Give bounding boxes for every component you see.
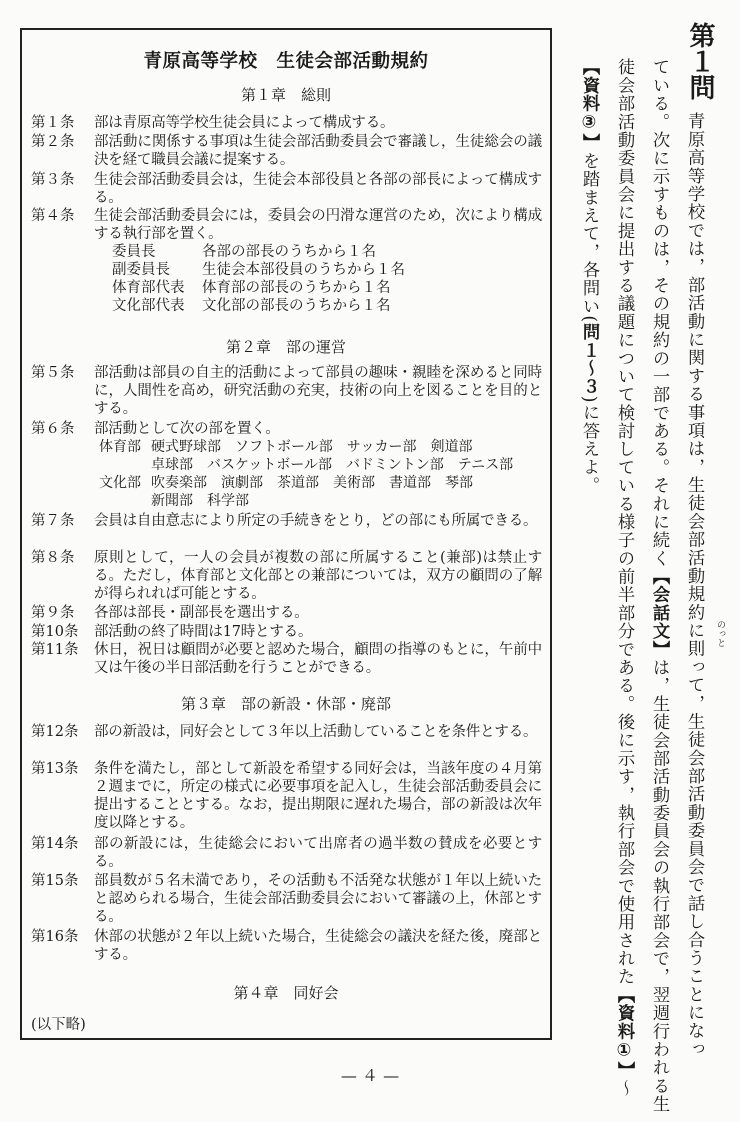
article-number: 第11条 (31, 642, 79, 658)
article-15 (31, 872, 542, 926)
question-line-2 (644, 58, 674, 1114)
text-fragment: 徒会部活動委員会に提出する議題について検討している様子の前半部分である。後に示す，執行部会で使用された (614, 58, 634, 986)
article-12 (31, 723, 542, 741)
roster-row (112, 261, 542, 279)
text-fragment: ている。次に示すものは，その規約の一部である。それに続く (649, 58, 669, 568)
question-range: 問１～３ (579, 323, 599, 396)
article-8 (31, 549, 542, 603)
article-text: 会員は自由意志により所定の手続きをとり，どの部にも所属できる。 (94, 513, 538, 529)
article-7 (31, 512, 542, 530)
roster-row (112, 297, 542, 315)
article-text: 部員数が５名未満であり，その活動も不活発な状態が１年以上続いたと認められる場合，生徒会部活動委員会において審議の上，休部とする。 (94, 873, 542, 925)
article-10 (31, 623, 542, 641)
chapter-2-heading: 第２章 部の運営 (225, 338, 346, 356)
chapter-4-heading: 第４章 同好会 (233, 984, 339, 1002)
executive-roster (94, 243, 542, 315)
article-text: 部の新設には，生徒総会において出席者の過半数の賛成を必要とする。 (94, 836, 542, 870)
roster-value: 体育部の部長のうちから１名 (202, 280, 391, 296)
article-number: 第12条 (31, 724, 79, 740)
article-text: 部の新設は，同好会として３年以上活動していることを条件とする。 (94, 724, 538, 740)
article-text: 条件を満たし，部として新設を希望する同好会は，当該年度の４月第２週までに，所定の様式に必要事項を記入し，生徒会部活動委員会に提出することとする。なお，提出期限に遅れた場合，部の新設は次年度以降とする。 (94, 761, 542, 831)
article-text: 休日，祝日は顧問が必要と認めた場合，顧問の指導のもとに，午前中又は午後の半日部活動を行うことができる。 (94, 642, 542, 676)
club-names: 卓球部 バスケットボール部 バドミントン部 テニス部 (151, 457, 514, 473)
roster-role: 副委員長 (112, 262, 170, 278)
question-heading: 第１問 (685, 22, 715, 100)
club-row-culture (99, 474, 542, 492)
ruby-reading: のっと (715, 620, 725, 647)
article-number: 第３条 (31, 172, 75, 188)
article-text: 生徒会部活動委員会には，委員会の円滑な運営のため，次により構成する執行部を置く。 (94, 208, 542, 242)
article-number: 第２条 (31, 134, 75, 150)
article-5 (31, 364, 542, 418)
article-number: 第16条 (31, 929, 79, 945)
club-names: 新聞部 科学部 (151, 493, 249, 509)
omitted-note: (以下略) (31, 1017, 86, 1033)
article-number: 第１条 (31, 115, 75, 131)
article-text: 部活動の終了時間は17時とする。 (94, 624, 313, 640)
article-4 (31, 207, 542, 315)
article-16 (31, 928, 542, 964)
text-fragment: ～ (614, 1079, 634, 1098)
article-number: 第６条 (31, 421, 75, 437)
article-text: 部は青原高等学校生徒会員によって構成する。 (94, 115, 395, 131)
roster-row (112, 243, 542, 261)
article-number: 第５条 (31, 365, 75, 381)
article-1 (31, 114, 542, 132)
article-3 (31, 171, 542, 207)
article-2 (31, 133, 542, 169)
article-text: 部活動として次の部を置く。 (94, 421, 280, 437)
article-number: 第７条 (31, 513, 75, 529)
text-fragment: は，生徒会部活動委員会の執行部会で，翌週行われる生 (649, 658, 669, 1114)
article-13 (31, 760, 542, 832)
page-number: — ４ — (340, 1066, 400, 1085)
club-category: 体育部 (99, 439, 141, 455)
article-11 (31, 641, 542, 677)
article-text: 生徒会部活動委員会は，生徒会本部役員と各部の部長によって構成する。 (94, 172, 542, 206)
article-number: 第４条 (31, 208, 75, 224)
club-row-sports-cont (99, 456, 542, 474)
article-9 (31, 604, 542, 622)
question-line-1: 青原高等学校では，部活動に関する事項は，生徒会部活動規約に則って，生徒会部活動委員会で話し合うことになっ (684, 112, 704, 1058)
article-number: 第８条 (31, 550, 75, 566)
chapter-3-heading: 第３章 部の新設・休部・廃部 (180, 695, 391, 713)
roster-value: 文化部の部長のうちから１名 (202, 298, 391, 314)
text-fragment: )に答えよ。 (579, 395, 599, 495)
article-number: 第10条 (31, 624, 79, 640)
article-number: 第13条 (31, 761, 79, 777)
club-category: 文化部 (99, 475, 141, 491)
club-names: 硬式野球部 ソフトボール部 サッカー部 剣道部 (151, 439, 473, 455)
club-names: 吹奏楽部 演劇部 茶道部 美術部 書道部 琴部 (151, 475, 473, 491)
article-text: 部活動に関係する事項は生徒会部活動委員会で審議し，生徒総会の議決を経て職員会議に提案する。 (94, 134, 542, 168)
article-number: 第15条 (31, 873, 79, 889)
reference-conversation: 【会話文】 (649, 567, 669, 659)
article-6 (31, 420, 542, 510)
roster-role: 文化部代表 (112, 298, 185, 314)
rules-title: 青原高等学校 生徒会部活動規約 (143, 51, 429, 72)
article-number: 第14条 (31, 836, 79, 852)
club-row-culture-cont (99, 492, 542, 510)
roster-role: 委員長 (112, 244, 156, 260)
text-fragment: を踏まえて，各問い( (579, 151, 599, 324)
question-line-4 (574, 58, 604, 1068)
rules-box (20, 28, 552, 1040)
reference-material-3: 【資料③】 (579, 58, 599, 152)
article-14 (31, 835, 542, 871)
reference-material-1: 【資料①】 (614, 985, 634, 1080)
article-text: 各部は部長・副部長を選出する。 (94, 605, 309, 621)
chapter-1-heading: 第１章 総則 (240, 86, 331, 104)
club-list (99, 438, 542, 510)
article-text: 休部の状態が２年以上続いた場合，生徒総会の議決を経た後，廃部とする。 (94, 929, 542, 963)
roster-row (112, 279, 542, 297)
roster-value: 各部の部長のうちから１名 (202, 244, 376, 260)
roster-role: 体育部代表 (112, 280, 185, 296)
question-line-3 (609, 58, 639, 1098)
article-number: 第９条 (31, 605, 75, 621)
article-text: 部活動は部員の自主的活動によって部員の趣味・親睦を深めると同時に，人間性を高め，研究活動の充実，技術の向上を図ることを目的とする。 (94, 365, 542, 417)
roster-value: 生徒会本部役員のうちから１名 (202, 262, 405, 278)
club-row-sports (99, 438, 542, 456)
article-text: 原則として，一人の会員が複数の部に所属すること(兼部)は禁止する。ただし，体育部と文化部との兼部については，双方の顧問の了解が得られれば可能とする。 (94, 550, 542, 602)
